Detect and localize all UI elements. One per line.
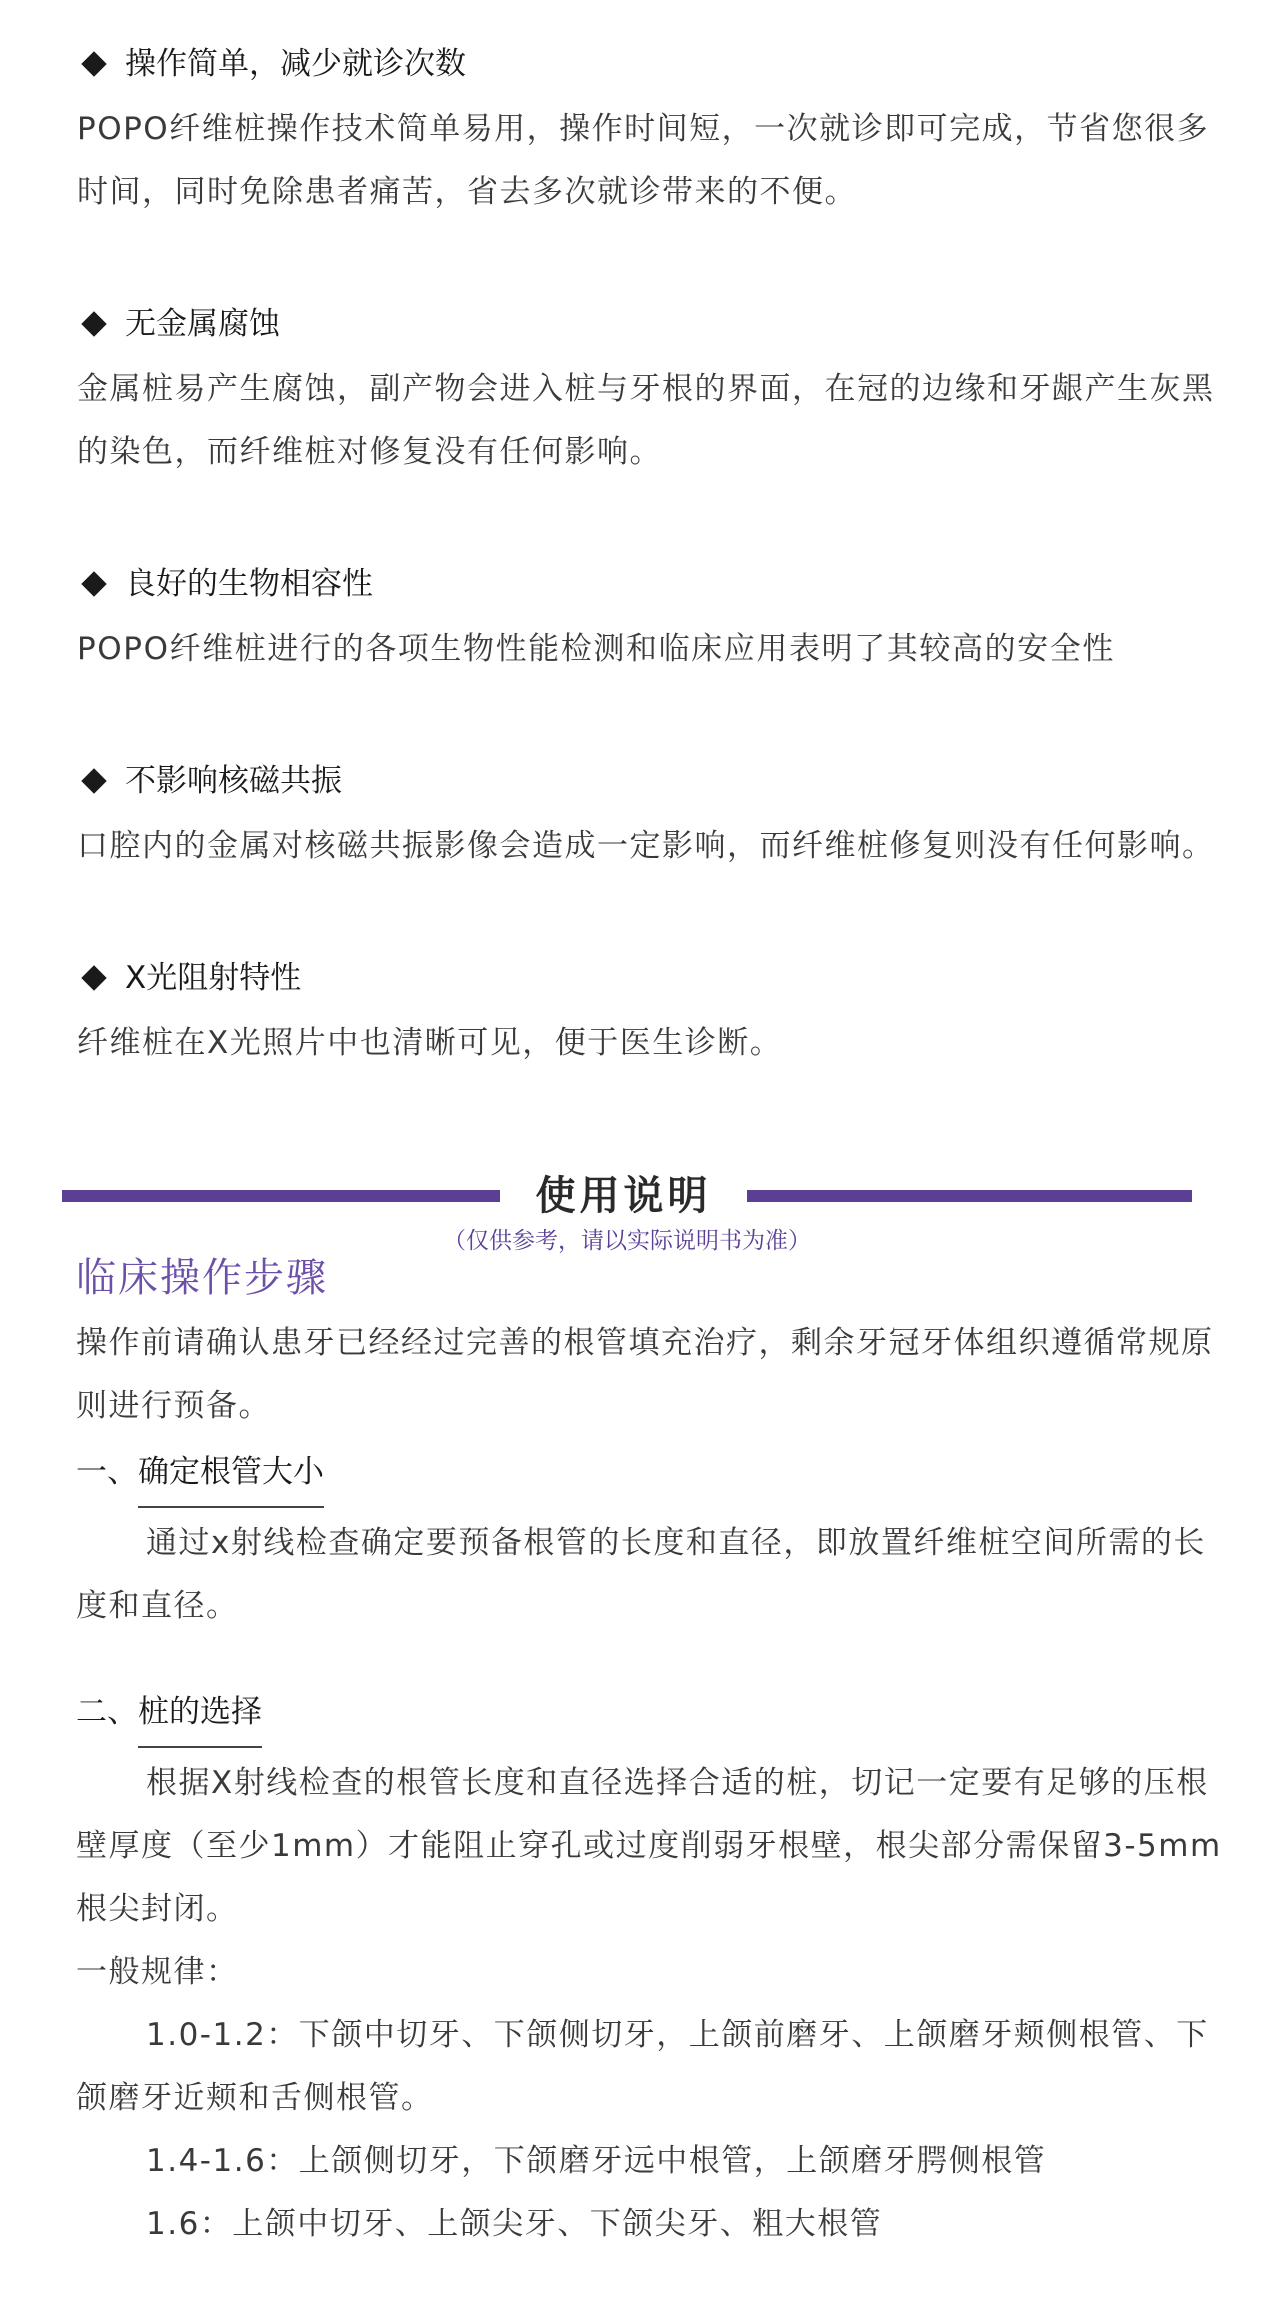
feature-item	[77, 954, 1217, 1075]
rules-label: 一般规律：	[76, 1954, 239, 1990]
feature-body: POPO纤维桩操作技术简单易用，操作时间短，一次就诊即可完成，节省您很多时间，同时免除患者痛苦，省去多次就诊带来的不便。	[77, 111, 1210, 210]
usage-disclaimer: （仅供参考，请以实际说明书为准）	[443, 1228, 811, 1254]
step-2	[76, 1688, 1226, 2256]
divider-line-left	[62, 1190, 500, 1202]
feature-body: 口腔内的金属对核磁共振影像会造成一定影响，而纤维桩修复则没有任何影响。	[77, 828, 1215, 864]
rule-item: 1.6：上颌中切牙、上颌尖牙、下颌尖牙、粗大根管	[146, 2206, 883, 2242]
diamond-bullet-icon	[81, 965, 106, 990]
feature-body: 金属桩易产生腐蚀，副产物会进入桩与牙根的界面，在冠的边缘和牙龈产生灰黑的染色，而纤维桩对修复没有任何影响。	[77, 371, 1215, 470]
usage-section-header	[62, 1160, 1192, 1254]
rule-item: 1.0-1.2：下颌中切牙、下颌侧切牙，上颌前磨牙、上颌磨牙颊侧根管、下颌磨牙近颊和舌侧根管。	[76, 2017, 1209, 2116]
step-2-title: 桩的选择	[138, 1688, 262, 1748]
step-1	[76, 1448, 1226, 1638]
feature-title: 无金属腐蚀	[125, 306, 280, 342]
step-2-prefix: 二、	[76, 1694, 138, 1730]
step-1-body: 通过x射线检查确定要预备根管的长度和直径，即放置纤维桩空间所需的长度和直径。	[76, 1525, 1206, 1624]
feature-title: 不影响核磁共振	[125, 763, 342, 799]
diamond-bullet-icon	[81, 51, 106, 76]
feature-title: X光阻射特性	[125, 960, 302, 996]
usage-title: 使用说明	[535, 1173, 712, 1219]
diamond-bullet-icon	[81, 768, 106, 793]
rule-item: 1.4-1.6：上颌侧切牙，下颌磨牙远中根管，上颌磨牙腭侧根管	[146, 2143, 1047, 2179]
step-1-prefix: 一、	[76, 1454, 138, 1490]
clinical-intro: 操作前请确认患牙已经经过完善的根管填充治疗，剩余牙冠牙体组织遵循常规原则进行预备。	[76, 1325, 1214, 1424]
feature-title: 操作简单，减少就诊次数	[125, 46, 466, 82]
diamond-bullet-icon	[81, 311, 106, 336]
feature-title: 良好的生物相容性	[125, 566, 373, 602]
feature-item	[77, 300, 1217, 484]
feature-body: POPO纤维桩进行的各项生物性能检测和临床应用表明了其较高的安全性	[77, 631, 1115, 667]
divider-line-right	[747, 1190, 1192, 1202]
step-2-body: 根据X射线检查的根管长度和直径选择合适的桩，切记一定要有足够的压根壁厚度（至少1mm）才能阻止穿孔或过度削弱牙根壁，根尖部分需保留3-5mm根尖封闭。	[76, 1765, 1222, 1927]
diamond-bullet-icon	[81, 571, 106, 596]
feature-item	[77, 560, 1217, 681]
feature-item	[77, 757, 1217, 878]
clinical-title: 临床操作步骤	[76, 1255, 328, 1301]
feature-body: 纤维桩在X光照片中也清晰可见，便于医生诊断。	[77, 1025, 783, 1061]
feature-list	[77, 40, 1217, 1151]
feature-item	[77, 40, 1217, 224]
clinical-steps-section	[76, 1250, 1226, 2306]
step-1-title: 确定根管大小	[138, 1448, 324, 1508]
